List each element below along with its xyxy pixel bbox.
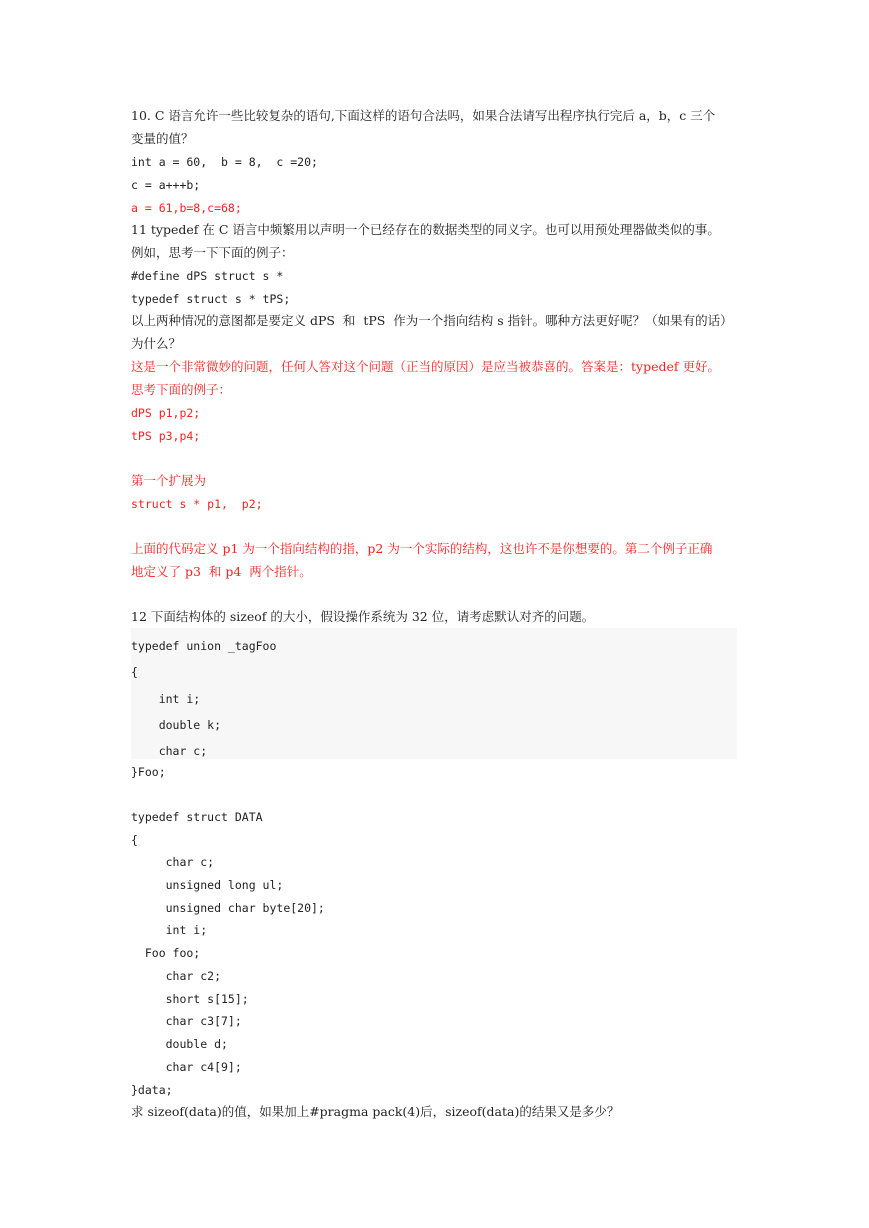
- struct-code-line: double d;: [131, 1037, 228, 1051]
- q11-text-line-4: 为什么？: [131, 336, 182, 351]
- union-code-line: char c;: [131, 744, 208, 758]
- struct-code-line: Foo foo;: [131, 946, 201, 960]
- struct-code-line: unsigned long ul;: [131, 878, 284, 892]
- struct-code-line: char c4[9];: [131, 1060, 242, 1074]
- q11-text-line-2: 例如，思考一下下面的例子：: [131, 245, 294, 260]
- struct-code-line: }data;: [131, 1083, 173, 1097]
- q11-text-line-3: 以上两种情况的意图都是要定义 dPS 和 tPS 作为一个指向结构 s 指针。哪种方法更好呢？（如果有的话）: [131, 313, 733, 328]
- q11-code-line-1: #define dPS struct s *: [131, 269, 284, 283]
- union-code-line: int i;: [131, 692, 201, 706]
- q11-answer-code-3: struct s * p1, p2;: [131, 497, 263, 511]
- q10-code-line-1: int a = 60, b = 8, c =20;: [131, 155, 318, 169]
- q10-code-line-2: c = a+++b;: [131, 178, 201, 192]
- q12-text-line-1: 12 下面结构体的 sizeof 的大小，假设操作系统为 32 位，请考虑默认对齐的问题。: [131, 609, 595, 624]
- struct-code-line: int i;: [131, 923, 208, 937]
- union-code-line: {: [131, 665, 138, 679]
- q10-text-line-1: 10. C 语言允许一些比较复杂的语句,下面这样的语句合法吗，如果合法请写出程序执行完后 a，b，c 三个: [131, 108, 716, 123]
- q10-text-line-2: 变量的值？: [131, 131, 194, 146]
- q11-answer-line-5: 第一个扩展为: [131, 473, 207, 488]
- struct-code-line: char c2;: [131, 969, 222, 983]
- q11-answer-line-2: 思考下面的例子：: [131, 382, 232, 397]
- struct-code-line: {: [131, 833, 138, 847]
- q11-answer-line-1: 这是一个非常微妙的问题，任何人答对这个问题（正当的原因）是应当被恭喜的。答案是：typedef 更好。: [131, 359, 720, 374]
- struct-code-line: typedef struct DATA: [131, 810, 263, 824]
- q11-answer-line-8: 地定义了 p3 和 p4 两个指针。: [131, 564, 312, 579]
- q11-answer-line-7: 上面的代码定义 p1 为一个指向结构的指，p2 为一个实际的结构，这也许不是你想要的。第二个例子正确: [131, 541, 713, 556]
- union-code-line: double k;: [131, 718, 222, 732]
- q11-text-line-1: 11 typedef 在 C 语言中频繁用以声明一个已经存在的数据类型的同义字。也可以用预处理器做类似的事。: [131, 222, 720, 237]
- struct-code-line: char c;: [131, 855, 215, 869]
- q11-code-line-2: typedef struct s * tPS;: [131, 292, 291, 306]
- q11-answer-code-2: tPS p3,p4;: [131, 429, 201, 443]
- q12-question: 求 sizeof(data)的值，如果加上#pragma pack(4)后，sizeof(data)的结果又是多少？: [131, 1104, 620, 1119]
- struct-code-line: unsigned char byte[20];: [131, 901, 325, 915]
- union-code-line: }Foo;: [131, 765, 166, 779]
- union-code-line: typedef union _tagFoo: [131, 639, 277, 653]
- struct-code-line: short s[15];: [131, 992, 249, 1006]
- q10-answer: a = 61,b=8,c=68;: [131, 201, 242, 215]
- struct-code-line: char c3[7];: [131, 1014, 242, 1028]
- q11-answer-code-1: dPS p1,p2;: [131, 406, 201, 420]
